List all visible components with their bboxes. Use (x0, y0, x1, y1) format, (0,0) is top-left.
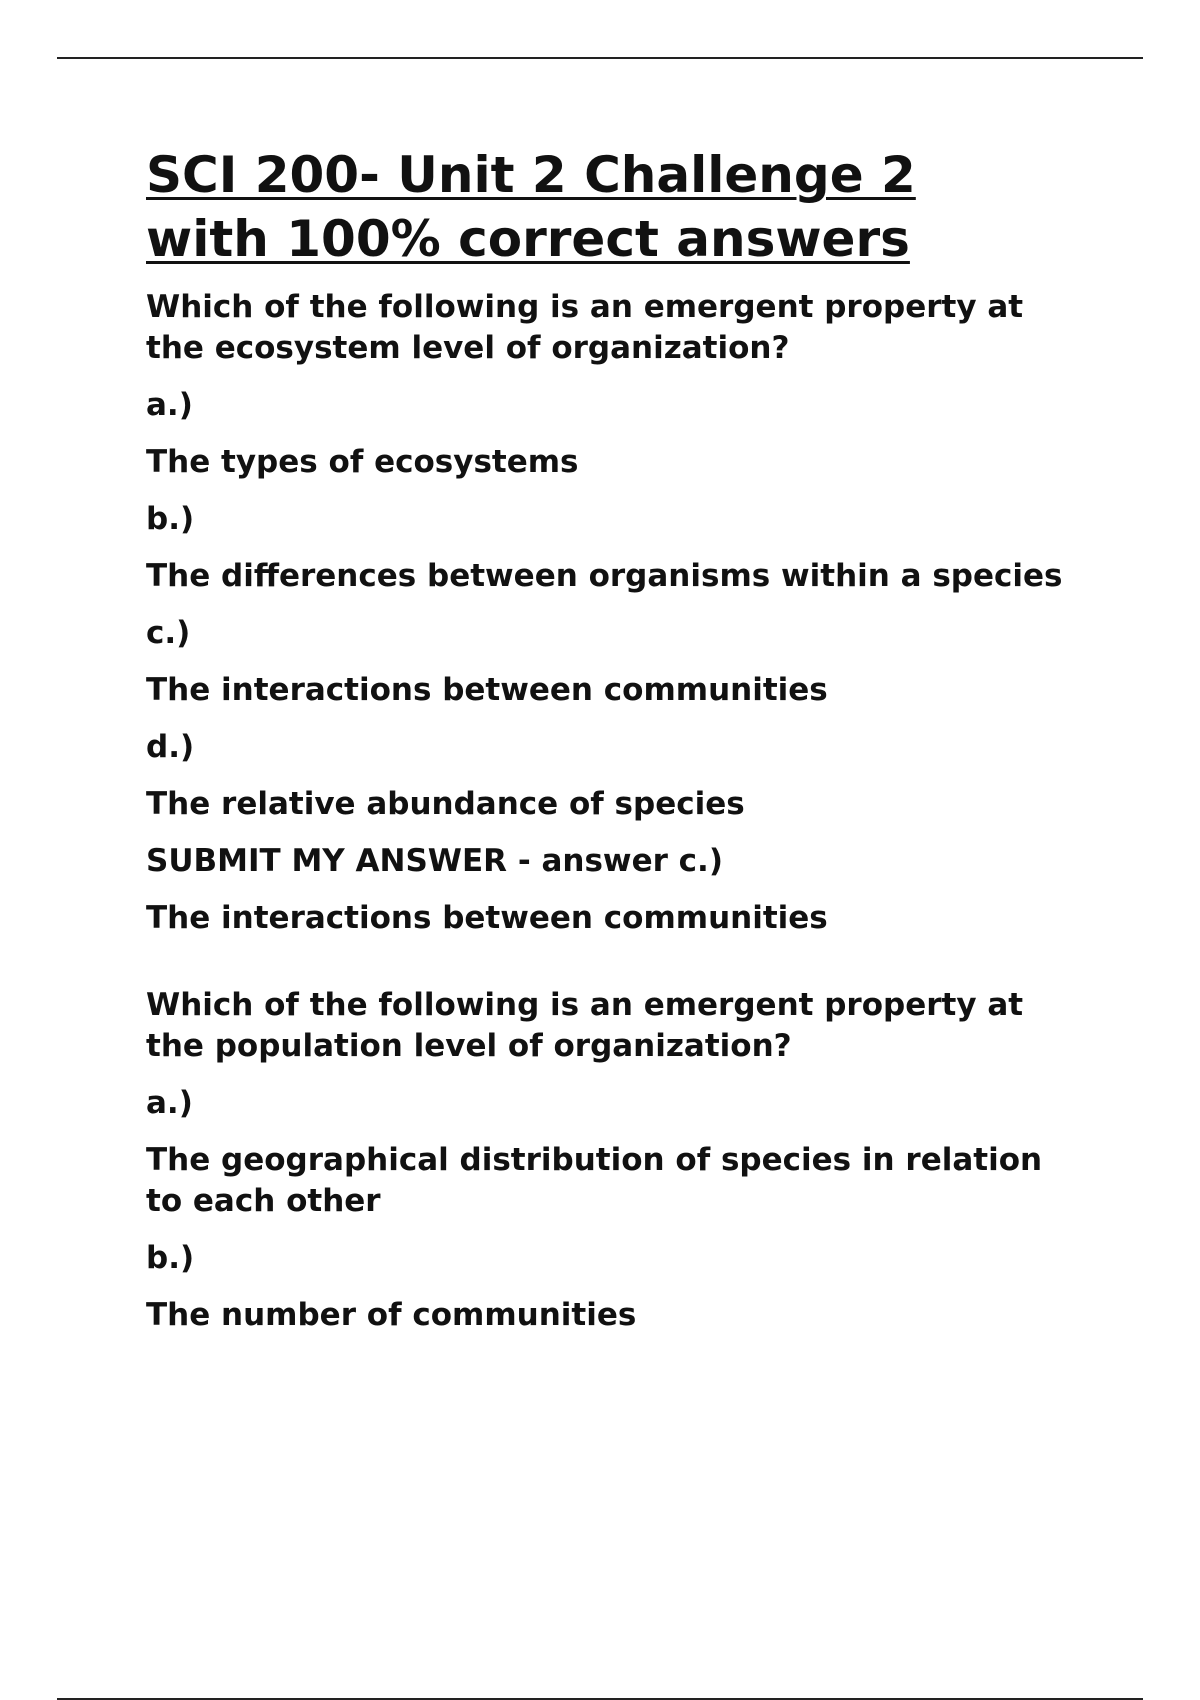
option-letter-d: d.) (146, 729, 195, 765)
document-title (146, 143, 1086, 271)
top-divider (57, 57, 1143, 59)
option-letter-b: b.) (146, 501, 195, 537)
option-letter-b: b.) (146, 1240, 195, 1276)
option-letter-a: a.) (146, 387, 193, 423)
question-text: Which of the following is an emergent property at the ecosystem level of organization? (146, 289, 1024, 366)
question-text: Which of the following is an emergent property at the population level of organization? (146, 987, 1024, 1064)
question-block-2 (146, 985, 1086, 1336)
option-text-a: The types of ecosystems (146, 444, 579, 480)
question-block-1 (146, 287, 1086, 939)
option-letter-c: c.) (146, 615, 191, 651)
option-text-b: The differences between organisms within a species (146, 558, 1063, 594)
option-text-d: The relative abundance of species (146, 786, 745, 822)
submit-answer-line: SUBMIT MY ANSWER - answer c.) (146, 843, 723, 879)
option-letter-a: a.) (146, 1085, 193, 1121)
option-text-b: The number of communities (146, 1297, 637, 1333)
option-text-c: The interactions between communities (146, 672, 828, 708)
title-line-1: SCI 200- Unit 2 Challenge 2 (146, 146, 916, 204)
correct-answer-text: The interactions between communities (146, 900, 828, 936)
option-text-a: The geographical distribution of species in relation to each other (146, 1142, 1043, 1219)
document-body (146, 143, 1086, 1352)
title-line-2: with 100% correct answers (146, 210, 910, 268)
